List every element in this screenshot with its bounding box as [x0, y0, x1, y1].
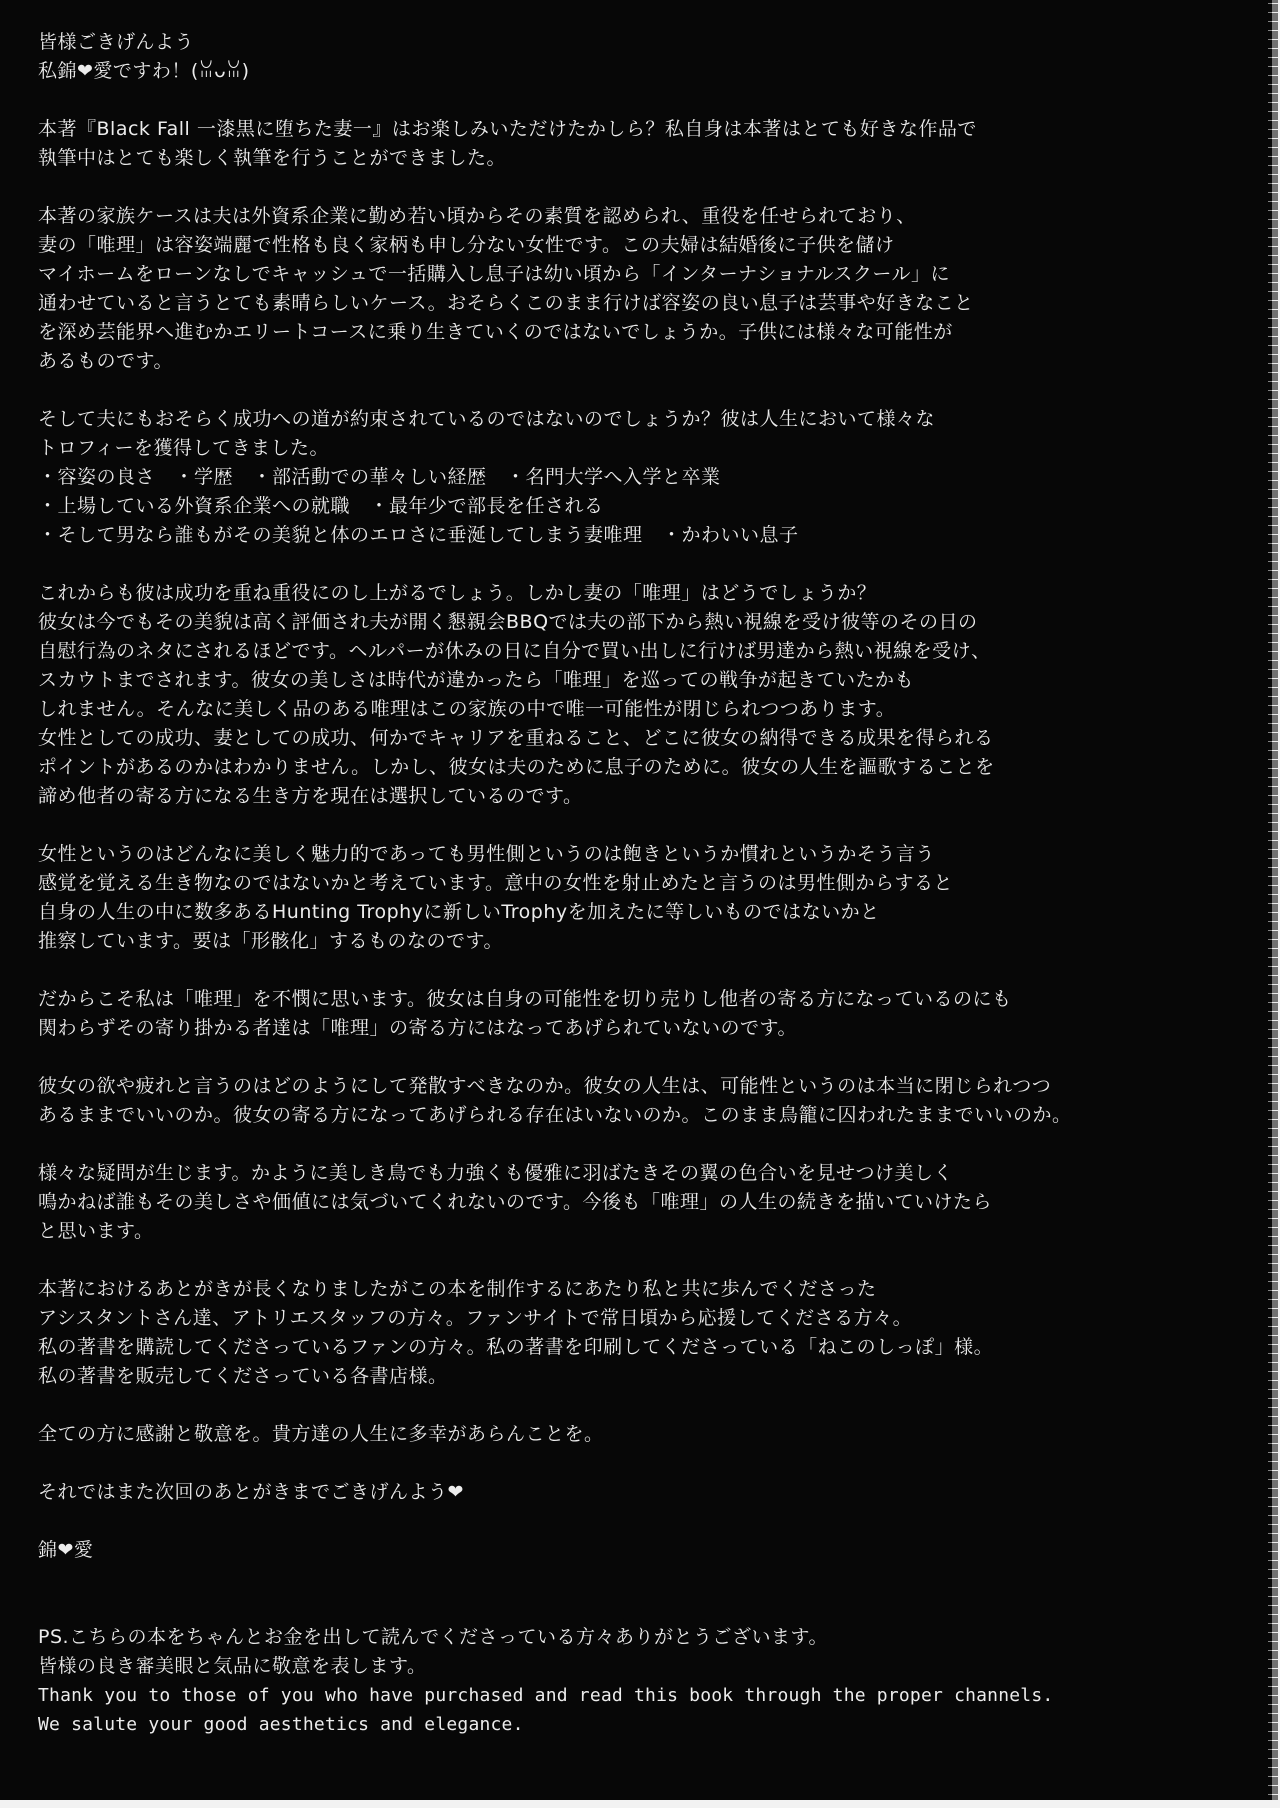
text-line: 様々な疑問が生じます。かように美しき鳥でも力強くも優雅に羽ばたきその翼の色合いを見せつけ美しく — [38, 1162, 953, 1184]
greeting-line: 私錦❤愛ですわ！(ꈍᴗꈍ) — [38, 60, 250, 82]
greeting-line: 皆様ごきげんよう — [38, 31, 195, 53]
postscript — [38, 1623, 1228, 1739]
paragraph — [38, 1536, 1228, 1565]
paragraph — [38, 1159, 1228, 1246]
text-line: スカウトまでされます。彼女の美しさは時代が違かったら「唯理」を巡っての戦争が起きていたかも — [38, 669, 914, 691]
afterword-text — [38, 28, 1228, 1739]
text-line: 鳴かねば誰もその美しさや価値には気づいてくれないのです。今後も「唯理」の人生の続きを描いていけたら — [38, 1191, 992, 1213]
text-line: 自身の人生の中に数多あるHunting Trophyに新しいTrophyを加えたに等しいものではないかと — [38, 901, 880, 923]
text-line: を深め芸能界へ進むかエリートコースに乗り生きていくのではないでしょうか。子供には様々な可能性が — [38, 321, 953, 343]
text-line: あるものです。 — [38, 350, 173, 372]
text-line: ・そして男なら誰もがその美貌と体のエロさに垂涎してしまう妻唯理 ・かわいい息子 — [38, 524, 799, 546]
text-line: 女性としての成功、妻としての成功、何かでキャリアを重ねること、どこに彼女の納得できる成果を得られる — [38, 727, 994, 749]
body-paragraphs — [38, 115, 1228, 1565]
text-line: 諦め他者の寄る方になる生き方を現在は選択しているのです。 — [38, 785, 583, 807]
paragraph — [38, 202, 1228, 376]
text-line: 通わせていると言うとても素晴らしいケース。おそらくこのまま行けば容姿の良い息子は芸事や好きなこと — [38, 292, 974, 314]
text-line: 推察しています。要は「形骸化」するものなのです。 — [38, 930, 503, 952]
text-line: 本著におけるあとがきが長くなりましたがこの本を制作するにあたり私と共に歩んでくださった — [38, 1278, 877, 1300]
text-line: それではまた次回のあとがきまでごきげんよう❤ — [38, 1481, 464, 1503]
text-line: ・上場している外資系企業への就職 ・最年少で部長を任される — [38, 495, 604, 517]
greeting — [38, 28, 1228, 86]
text-line: 執筆中はとても楽しく執筆を行うことができました。 — [38, 147, 507, 169]
paragraph — [38, 405, 1228, 550]
text-line: 関わらずその寄り掛かる者達は「唯理」の寄る方にはなってあげられていないのです。 — [38, 1017, 797, 1039]
paragraph — [38, 579, 1228, 811]
text-line: 本著の家族ケースは夫は外資系企業に勤め若い頃からその素質を認められ、重役を任せられており、 — [38, 205, 916, 227]
ps-line-english: Thank you to those of you who have purchased and read this book through the proper channels. — [38, 1685, 1054, 1706]
paragraph — [38, 115, 1228, 173]
text-line: ポイントがあるのかはわかりません。しかし、彼女は夫のために息子のために。彼女の人生を謳歌することを — [38, 756, 995, 778]
text-line: 自慰行為のネタにされるほどです。ヘルパーが休みの日に自分で買い出しに行けば男達から熱い視線を受け、 — [38, 640, 991, 662]
text-line: 女性というのはどんなに美しく魅力的であっても男性側というのは飽きというか慣れというかそう言う — [38, 843, 935, 865]
text-line: そして夫にもおそらく成功への道が約束されているのではないのでしょうか？彼は人生において様々な — [38, 408, 936, 430]
ps-line: PS.こちらの本をちゃんとお金を出して読んでくださっている方々ありがとうございます。 — [38, 1626, 829, 1648]
text-line: 私の著書を購読してくださっているファンの方々。私の著書を印刷してくださっている「ねこのしっぽ」様。 — [38, 1336, 994, 1358]
text-line: あるままでいいのか。彼女の寄る方になってあげられる存在はいないのか。このまま鳥籠に囚われたままでいいのか。 — [38, 1104, 1072, 1126]
text-line: これからも彼は成功を重ね重役にのし上がるでしょう。しかし妻の「唯理」はどうでしょうか？ — [38, 582, 877, 604]
paragraph — [38, 1072, 1228, 1130]
text-line: 私の著書を販売してくださっている各書店様。 — [38, 1365, 448, 1387]
paragraph — [38, 1420, 1228, 1449]
text-line: 錦❤愛 — [38, 1539, 94, 1561]
postscript-english — [38, 1681, 1228, 1739]
text-line: アシスタントさん達、アトリエスタッフの方々。ファンサイトで常日頃から応援してくださる方々。 — [38, 1307, 913, 1329]
text-line: 感覚を覚える生き物なのではないかと考えています。意中の女性を射止めたと言うのは男性側からすると — [38, 872, 953, 894]
paragraph — [38, 1478, 1228, 1507]
paragraph — [38, 840, 1228, 956]
text-line: ・容姿の良さ ・学歴 ・部活動での華々しい経歴 ・名門大学へ入学と卒業 — [38, 466, 721, 488]
text-line: マイホームをローンなしでキャッシュで一括購入し息子は幼い頃から「インターナショナルスクール」に — [38, 263, 950, 285]
text-line: 妻の「唯理」は容姿端麗で性格も良く家柄も申し分ない女性です。この夫婦は結婚後に子供を儲け — [38, 234, 895, 256]
text-line: しれません。そんなに美しく品のある唯理はこの家族の中で唯一可能性が閉じられつつあります。 — [38, 698, 896, 720]
ps-line: 皆様の良き審美眼と気品に敬意を表します。 — [38, 1655, 427, 1677]
text-line: だからこそ私は「唯理」を不憫に思います。彼女は自身の可能性を切り売りし他者の寄る方になっているのにも — [38, 988, 1012, 1010]
torn-page-edge — [1268, 0, 1278, 1800]
text-line: トロフィーを獲得してきました。 — [38, 437, 329, 459]
text-line: 彼女は今でもその美貌は高く評価され夫が開く懇親会BBQでは夫の部下から熱い視線を受け彼等のその日の — [38, 611, 978, 633]
paragraph — [38, 985, 1228, 1043]
paragraph — [38, 1275, 1228, 1391]
text-line: 全ての方に感謝と敬意を。貴方達の人生に多幸があらんことを。 — [38, 1423, 604, 1445]
ps-line-english: We salute your good aesthetics and elegance. — [38, 1714, 524, 1735]
text-line: 本著『Black Fall 一漆黒に堕ちた妻一』はお楽しみいただけたかしら？私自身は本著はとても好きな作品で — [38, 118, 977, 140]
text-line: と思います。 — [38, 1220, 154, 1242]
text-line: 彼女の欲や疲れと言うのはどのようにして発散すべきなのか。彼女の人生は、可能性というのは本当に閉じられつつ — [38, 1075, 1052, 1097]
postscript-japanese — [38, 1623, 1228, 1681]
